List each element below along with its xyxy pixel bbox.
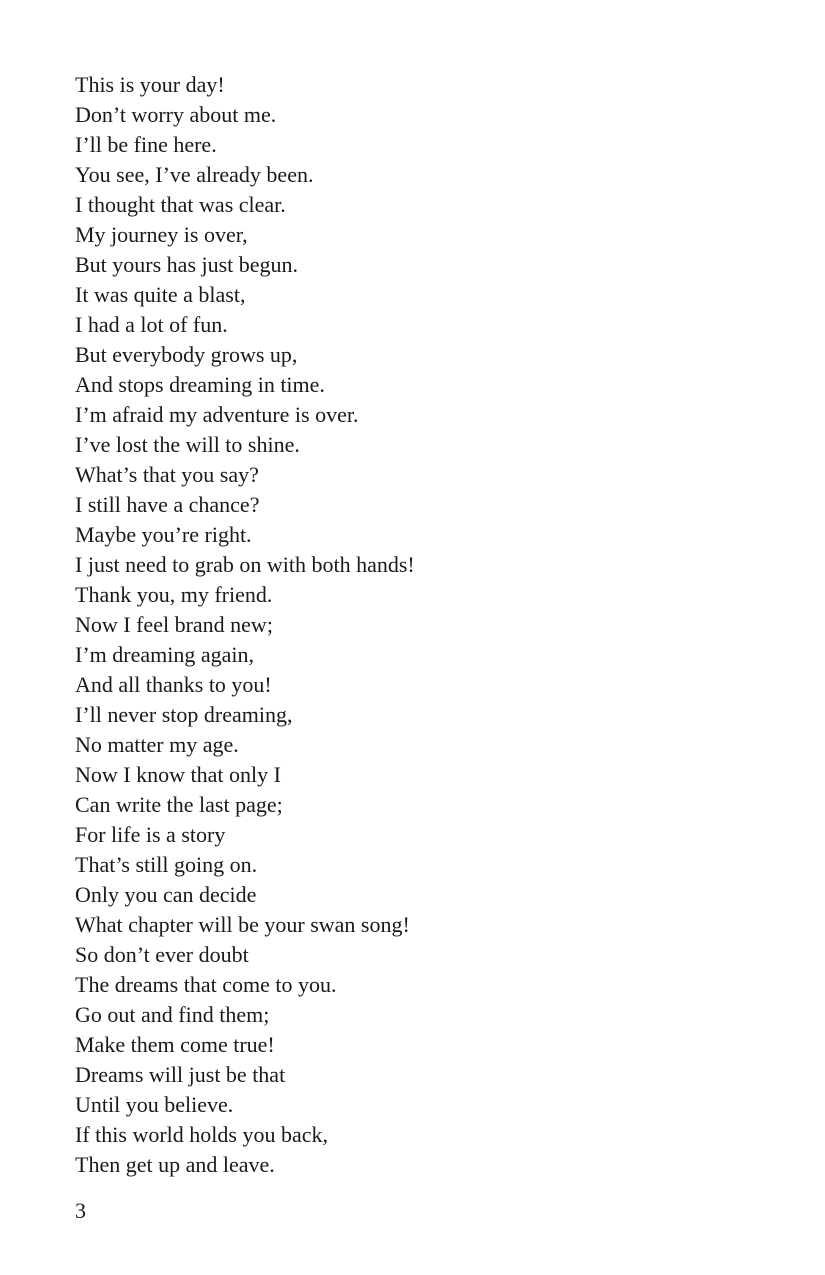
poem-line: And all thanks to you!: [75, 672, 272, 697]
poem-line: I’m afraid my adventure is over.: [75, 402, 359, 427]
poem-line: What chapter will be your swan song!: [75, 912, 410, 937]
poem-line: But yours has just begun.: [75, 252, 299, 277]
poem-line: If this world holds you back,: [75, 1122, 328, 1147]
poem-line: No matter my age.: [75, 732, 239, 757]
poem-line: The dreams that come to you.: [75, 972, 337, 997]
poem-line: So don’t ever doubt: [75, 942, 249, 967]
poem-line: I thought that was clear.: [75, 192, 286, 217]
poem-line: I just need to grab on with both hands!: [75, 552, 415, 577]
poem-line: This is your day!: [75, 72, 225, 97]
poem-line: Thank you, my friend.: [75, 582, 273, 607]
poem-line: Go out and find them;: [75, 1002, 270, 1027]
poem-line: Maybe you’re right.: [75, 522, 252, 547]
poem-line: Dreams will just be that: [75, 1062, 286, 1087]
poem-line: I’ve lost the will to shine.: [75, 432, 300, 457]
poem-line: Can write the last page;: [75, 792, 283, 817]
poem-line: Make them come true!: [75, 1032, 275, 1057]
poem-line: Only you can decide: [75, 882, 257, 907]
poem-line: My journey is over,: [75, 222, 248, 247]
poem-line: I still have a chance?: [75, 492, 260, 517]
poem-line: And stops dreaming in time.: [75, 372, 325, 397]
poem-line: For life is a story: [75, 822, 226, 847]
page-number: 3: [75, 1198, 86, 1223]
poem-line: That’s still going on.: [75, 852, 258, 877]
poem-line: I had a lot of fun.: [75, 312, 228, 337]
poem-line: I’ll never stop dreaming,: [75, 702, 293, 727]
poem-line: I’ll be fine here.: [75, 132, 217, 157]
poem-line: You see, I’ve already been.: [75, 162, 314, 187]
poem-line: Now I feel brand new;: [75, 612, 273, 637]
poem-line: What’s that you say?: [75, 462, 259, 487]
poem-line: It was quite a blast,: [75, 282, 246, 307]
poem-line: Don’t worry about me.: [75, 102, 277, 127]
poem-line: Then get up and leave.: [75, 1152, 275, 1177]
poem-line: Now I know that only I: [75, 762, 281, 787]
poem-line: But everybody grows up,: [75, 342, 298, 367]
poem-line: Until you believe.: [75, 1092, 234, 1117]
poem-line: I’m dreaming again,: [75, 642, 254, 667]
poem-body: [75, 70, 415, 1180]
